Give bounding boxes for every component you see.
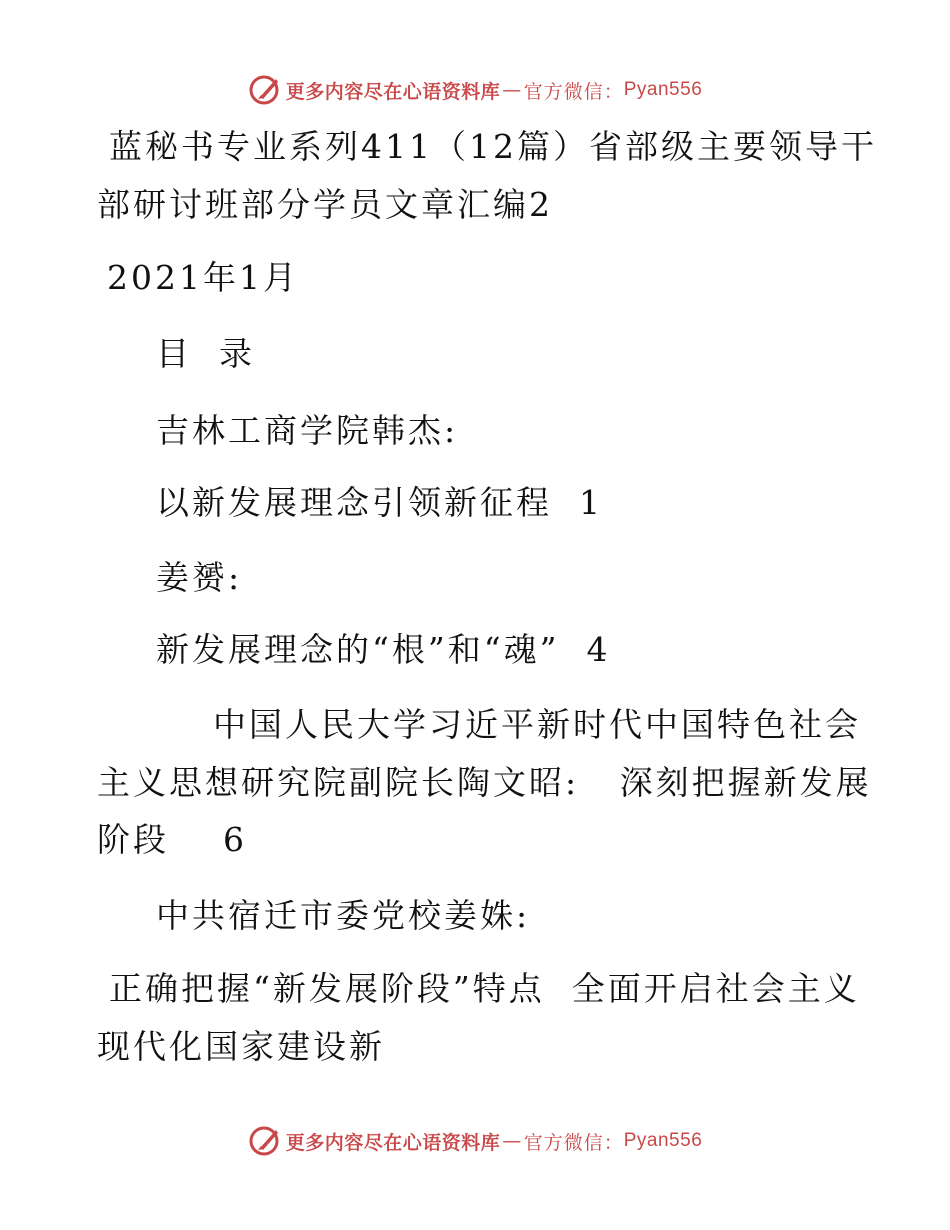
toc-heading: 目 录 — [156, 334, 255, 373]
watermark-site-text: 更多内容尽在心语资料库 — [285, 80, 501, 103]
toc-entry-3-line-3: 阶段 6 — [97, 820, 247, 859]
watermark-handle: Pyan556 — [623, 79, 703, 100]
watermark-banner-top — [0, 73, 950, 107]
quill-logo-icon — [248, 1124, 282, 1158]
watermark-wechat-label: 官方微信： — [523, 1131, 624, 1154]
toc-entry-1-author: 吉林工商学院韩杰: — [156, 411, 459, 450]
toc-entry-3-line-1: 中国人民大学习近平新时代中国特色社会 — [213, 705, 861, 744]
toc-entry-3-line-2: 主义思想研究院副院长陶文昭: 深刻把握新发展 — [97, 763, 872, 802]
document-date: 2021年1月 — [107, 258, 299, 297]
watermark-wechat-label: 官方微信： — [523, 80, 624, 103]
watermark-banner-bottom — [0, 1124, 950, 1158]
watermark-site-text: 更多内容尽在心语资料库 — [285, 1131, 501, 1154]
toc-entry-2-title: 新发展理念的“根”和“魂” 4 — [156, 630, 611, 669]
document-title-line-2: 部研讨班部分学员文章汇编2 — [97, 185, 553, 224]
document-title-line-1: 蓝秘书专业系列411（12篇）省部级主要领导干 — [109, 127, 877, 166]
toc-entry-4-author: 中共宿迁市委党校姜姝: — [156, 896, 531, 935]
quill-logo-icon — [248, 73, 282, 107]
watermark-handle: Pyan556 — [623, 1130, 703, 1151]
toc-entry-4-line-2: 正确把握“新发展阶段”特点 全面开启社会主义 — [109, 969, 860, 1008]
toc-entry-1-title: 以新发展理念引领新征程 1 — [156, 483, 603, 522]
toc-entry-2-author: 姜赟: — [156, 558, 243, 597]
watermark-dash: — — [502, 1130, 522, 1152]
watermark-dash: — — [502, 79, 522, 101]
toc-entry-4-line-3: 现代化国家建设新 — [97, 1027, 385, 1066]
